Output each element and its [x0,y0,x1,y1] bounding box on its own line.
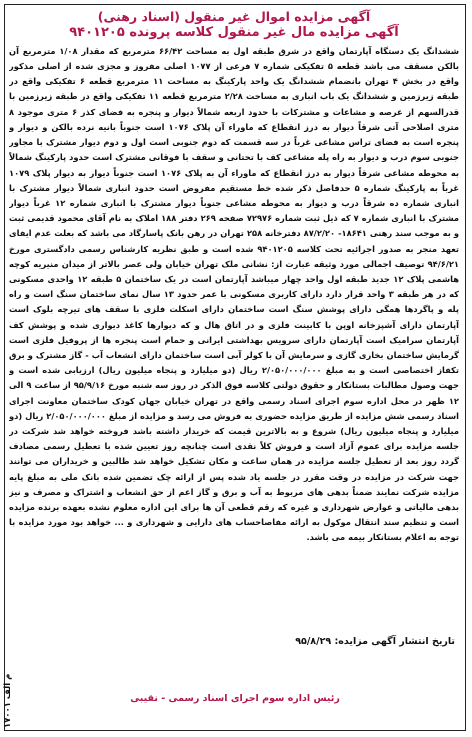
notice-header [9,9,459,41]
auction-notice [4,4,466,731]
signature-row [5,693,465,704]
notice-body: ششدانگ یک دستگاه آپارتمان واقع در شرق طبقه اول به مساحت ۶۶/۴۲ مترمربع که مقدار ۱/۰۸ مترمربع آن بالکن مسقف می باشد قطعه ۵ تفکیکی شماره ۷ فرعی از ۱۰۷۷ اصلی مفروز و مجزی شده از اصلی مذکور واقع در بخش ۴ تهران بانضمام ششدانگ یک واحد پارکینگ به مساحت ۱۱ مترمربع قطعه ۶ تفکیکی واقع در طبقه زیرزمین و ششدانگ یک باب انباری به مساحت ۲/۲۸ مترمربع قطعه ۱۱ تفکیکی واقع در طبقه زیرزمین با قدرالسهم از عرصه و مشاعات و مشترکات با حدود اربعه شمالاً دیوار و پنجره به فضای کذر ۶ متری موجود ۸ متری اصلاحی آتی شرقاً دیوار به درز انقطاع که ماوراء آن پلاک ۱۰۷۶ است جنوباً بانیه نرده بالکن و دیوار و پنجره است به فضای تراس مشاعی غرباً در سه قسمت که دوم جنوبی است اول و دوم دیوار مشترک با مجاور جنوبی سوم درب و دیوار به راه پله مشاعی کف با تحتانی و سقف با فوقانی مشترک است حدود پارکینگ شمالاً به محوطه مشاعی شرقاً دیوار به درز انقطاع که ماوراء آن به پلاک ۱۰۷۶ است جنوباً دیوار به دیوار پلاک ۱۰۷۹ غرباً به پارکینگ شماره ۵ حدفاصل ذکر شده خط مستقیم مفروض است حدود انباری شمالاً دیوار مشترک با انباری شماره ده شرقاً درب و دیوار به محوطه مشاعی جنوباً دیوار مشترک با انباری شماره ۱۲ غرباً دیوار مشترک با انباری شماره ۷ که ذیل ثبت شماره ۷۲۹۷۶ صفحه ۲۶۹ دفتر ۱۸۸ املاک به نام آقای محمود قدیمی ثبت و به موجب سند رهنی ۱۸۶۴۱- ۸۷/۲/۲۰ دفترخانه ۲۵۸ تهران در رهن بانک پاسارگاد می باشد که بعلت عدم ایفای تعهد منجر به صدور اجرائیه تحت کلاسه ۹۴۰۱۲۰۵ شده است و طبق نظریه کارشناس رسمی دادگستری مورخ ۹۴/۶/۲۱ توصیف اجمالی مورد وثیقه عبارت از: نشانی ملک تهران خیابان ولی عصر بالاتر از میدان منیریه کوچه هاشمی پلاک ۱۲ جدید طبقه اول واحد چهار میباشد آپارتمان است در یک ساختمان ۵ طبقه ۱۲ واحدی مسکونی که در هر طبقه ۳ واحد قرار دارد دارای کاربری مسکونی با عمر حدود ۱۳ سال نمای ساختمان سنگ است و راه پله و پاگردها همگی دارای پوشش سنگ است ساختمان دارای اسکلت فلزی با سقف های تیرچه بلوک است آپارتمان دارای آشپزخانه اوپن با کابینت فلزی و در اتاق هال و که دیوارها کاغذ دیواری شده و پوشش کف آپارتمان سرامیک است آپارتمان دارای سرویس بهداشتی ایرانی و حمام است پنجره ها از پروفیل فلزی است گرمایش ساختمان بخاری گازی و سرمایش آن با کولر آبی است ساختمان دارای انشعاب آب - گاز مشترک و برق تکفاز اختصاصی است و به مبلغ ۲/۰۵۰/۰۰۰/۰۰۰ ریال (دو میلیارد و پنجاه میلیون ریال) ارزیابی شده است و جهت وصول مطالبات بستانکار و حقوق دولتی کلاسه فوق الذکر در روز سه شنبه مورخ ۹۵/۹/۱۶ از ساعت ۹ الی ۱۲ ظهر در محل اداره سوم اجرای اسناد رسمی واقع در تهران خیابان جهان کودک ساختمان معاونت اجرای اسناد رسمی شش مزایده از طریق مزایده حضوری به فروش می رسد و مزایده از مبلغ ۲/۰۵۰/۰۰۰/۰۰۰ ریال (دو میلیارد و پنجاه میلیون ریال) شروع و به بالاترین قیمت که خریدار داشته باشد فروخته خواهد شد شرکت در جلسه مزایده برای عموم آزاد است و فروش کلاً نقدی است چنانچه روز تعیین شده با تعطیل رسمی مصادف گردد روز بعد از تعطیل جلسه مزایده در همان ساعت و مکان تشکیل خواهد شد طالبین و خریداران می توانند جهت شرکت در مزایده در وقت مقرر در جلسه یاد شده پس از ارائه چک تضمین شده بانک ملی به مبلغ پایه مزایده شرکت نمایند ضمناً بدهی های مربوط به آب و برق و گاز اعم از حق انشعاب و اشتراک و مصرف و نیز بدهی مالیاتی و عوارض شهرداری و غیره که رقم قطعی آن ها برای این اداره معلوم نشده بعهده برنده مزایده است و تنظیم سند انتقال موکول به ارائه مفاصاحساب های دارایی و شهرداری و ... خواهد بود مورد مزایده با توجه به اعلام بستانکار بیمه می باشد. [9,45,459,543]
signature: رئیس اداره سوم اجرای اسناد رسمی - نقیبی [130,693,340,704]
reference-box [0,648,29,728]
notice-title: آگهی مزایده اموال غیر منقول (اسناد رهنی) [97,9,371,24]
publish-date: تاریخ انتشار آگهی مزایده: ۹۵/۸/۲۹ [295,635,455,647]
reference-number: م الف ۱۷۰۰۱ [3,673,13,728]
notice-subtitle: آگهی مزایده مال غیر منقول کلاسه پرونده ۹۴۰۱۲۰۵ [69,24,399,40]
